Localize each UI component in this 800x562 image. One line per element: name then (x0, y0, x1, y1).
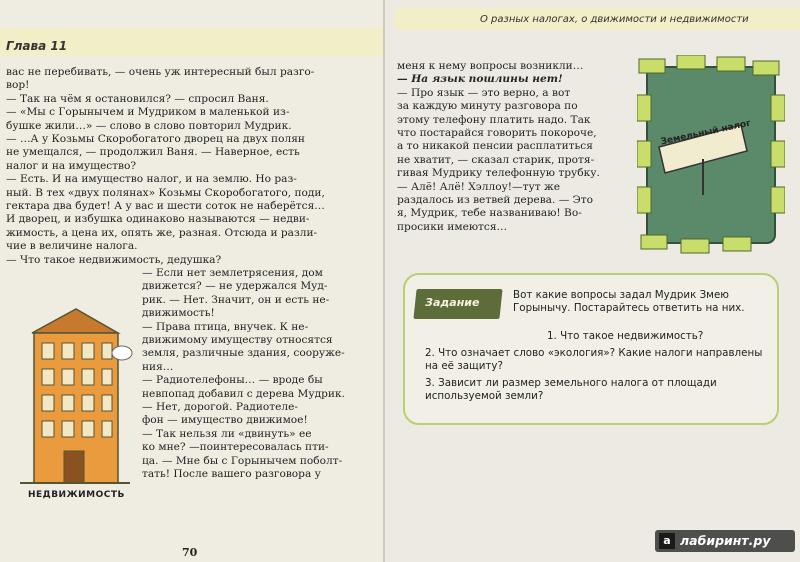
text-line: гектара два будет! А у вас и шести соток не наберётся… (6, 200, 325, 213)
text-line: фон — имущество движимое! (142, 414, 308, 427)
text-line: — Если нет землетрясения, дом (142, 267, 323, 279)
text-line: тать! После вашего разговора у (142, 468, 321, 481)
left-main-text (6, 66, 325, 267)
text-line: ный. В тех «двух полянах» Козьмы Скоробогатого, поди, (6, 186, 325, 199)
text-line: — На язык пошлины нет! (397, 73, 563, 86)
text-line: — Что такое недвижимость, дедушка? (6, 253, 222, 266)
text-line: гивая Мудрику телефонную трубку. (397, 167, 600, 180)
page-number: 70 (182, 546, 198, 559)
text-line: — «Мы с Горынычем и Мудриком в маленькой из- (6, 106, 290, 119)
text-line: чие в величине налога. (6, 240, 138, 253)
house-label: НЕДВИЖИМОСТЬ (28, 490, 125, 500)
text-line: — Нет, дорогой. Радиотеле- (142, 401, 298, 414)
text-line: ваc не перебивать, — очень уж интересный был разго- (6, 66, 315, 78)
text-line: — Так нельзя ли «двинуть» ее (142, 427, 312, 440)
text-line: налог и на имущество? (6, 159, 137, 172)
text-line: — Радиотелефоны… — вроде бы (142, 374, 323, 387)
text-line: ца. — Мне бы с Горынычем поболт- (142, 454, 343, 467)
text-line: — Права птица, внучек. К не- (142, 320, 309, 333)
land-plot-illustration (637, 55, 785, 255)
text-line: этому телефону платить надо. Так (397, 113, 591, 126)
text-line: ко мне? —поинтересовалась пти- (142, 441, 329, 454)
text-line: движимость! (142, 307, 215, 320)
text-line: движимому имуществу относятся (142, 334, 333, 347)
text-line: раздалось из ветвей дерева. — Это (397, 194, 594, 207)
right-main-text (397, 60, 600, 234)
text-line: не хватит, — сказал старик, протя- (397, 153, 595, 166)
left-side-text (142, 267, 345, 482)
running-header: О разных налогах, о движимости и недвижимости (480, 14, 749, 25)
text-line: невпопад добавил с дерева Мудрик. (142, 387, 345, 400)
text-line: земля, различные здания, сооруже- (142, 347, 345, 360)
task-box (403, 273, 779, 425)
task-question: 2. Что означает слово «экология»? Какие налоги направлены на её защиту? (425, 347, 763, 372)
text-line: — Есть. И на имущество налог, и на землю. Но раз- (6, 173, 297, 186)
chapter-title: Глава 11 (6, 39, 68, 53)
text-line: за каждую минуту разговора по (397, 100, 578, 113)
watermark (655, 530, 795, 552)
text-line: — …А у Козьмы Скоробогатого дворец на двух полян (6, 133, 305, 146)
watermark-logo-icon: а (659, 533, 675, 549)
text-line: вор! (6, 79, 30, 92)
text-line: а то никакой пенсии расплатиться (397, 140, 593, 153)
text-line: — Так на чём я остановился? — спросил Ваня. (6, 92, 269, 105)
house-illustration (18, 305, 138, 490)
task-question: 1. Что такое недвижимость? (547, 330, 704, 342)
task-badge (413, 289, 502, 319)
text-line: что постарайся говорить покороче, (397, 127, 597, 140)
left-page (0, 0, 385, 562)
task-question: 3. Зависит ли размер земельного налога от площади используемой земли? (425, 377, 717, 402)
text-line: не умещался, — продолжил Ваня. — Наверное, есть (6, 146, 300, 159)
text-line: ния… (142, 360, 174, 373)
text-line: я, Мудрик, тебе названиваю! Во- (397, 207, 582, 220)
text-line: движется? — не удержался Муд- (142, 280, 328, 293)
text-line: рик. — Нет. Значит, он и есть не- (142, 293, 330, 306)
text-line: меня к нему вопросы возникли… (397, 60, 584, 72)
task-badge-label: Задание (425, 296, 480, 309)
text-line: — Про язык — это верно, а вот (397, 86, 571, 99)
watermark-text: лабиринт.ру (680, 533, 771, 548)
text-line: просики имеются… (397, 220, 508, 233)
task-intro: Вот какие вопросы задал Мудрик Змею Горынычу. Постарайтесь ответить на них. (513, 289, 745, 314)
plot-sign-label: Земельный налог (659, 118, 752, 148)
right-page (385, 0, 800, 562)
text-line: жимость, а цена их, опять же, разная. Отсюда и разли- (6, 226, 318, 239)
text-line: И дворец, и избушка одинаково называются — недви- (6, 213, 310, 226)
text-line: — Алё! Алё! Хэллоу!—тут же (397, 180, 560, 193)
text-line: бушке жили…» — слово в слово повторил Мудрик. (6, 119, 292, 132)
